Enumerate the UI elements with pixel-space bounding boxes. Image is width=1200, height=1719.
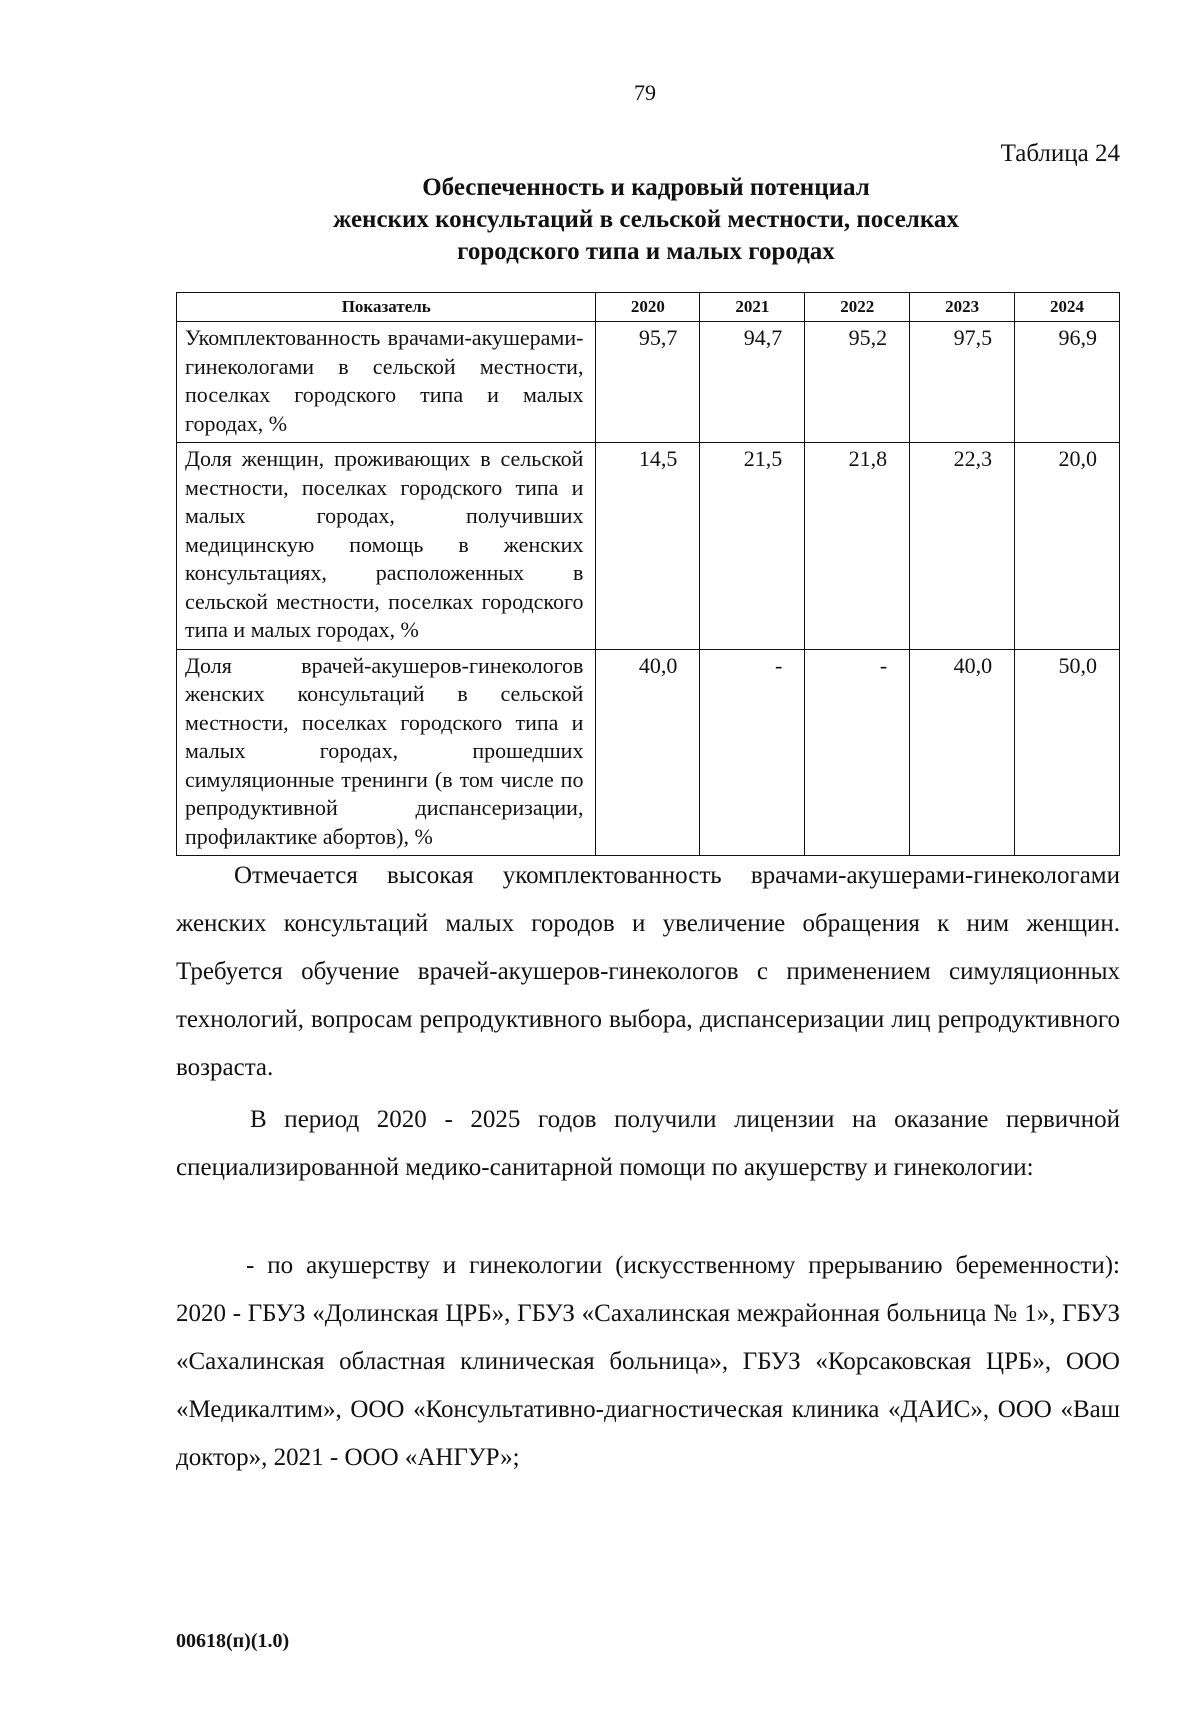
- paragraph-licenses-list: - по акушерству и гинекологии (искусственному прерыванию беременности): 2020 - ГБУЗ «Долинская ЦРБ», ГБУЗ «Сахалинская межрайонная больница № 1», ГБУЗ «Сахалинская областная клиническая больница», ГБУЗ «Корсаковская ЦРБ», ООО «Медикалтим», ООО «Консультативно-диагностическая клиника «ДАИС», ООО «Ваш доктор», 2021 - ООО «АНГУР»;: [176, 1252, 1120, 1471]
- column-header-indicator: Показатель: [177, 293, 596, 322]
- table-row: [177, 443, 1120, 650]
- indicators-table: [176, 292, 1120, 856]
- column-header-year: 2021: [700, 293, 805, 322]
- paragraph-licenses-intro: В период 2020 - 2025 годов получили лицензии на оказание первичной специализированной медико-санитарной помощи по акушерству и гинекологии:: [176, 1106, 1120, 1181]
- indicator-cell: Укомплектованность врачами-акушерами-гинекологами в сельской местности, поселках городского типа и малых городах, %: [177, 322, 596, 443]
- value-cell: -: [700, 649, 805, 856]
- table-header-row: [177, 293, 1120, 322]
- paragraph-summary: Отмечается высокая укомплектованность врачами-акушерами-гинекологами женских консультаций малых городов и увеличение обращения к ним женщин. Требуется обучение врачей-акушеров-гинекологов с применением симуляционных технологий, вопросам репродуктивного выбора, диспансеризации лиц репродуктивного возраста.: [176, 862, 1120, 1081]
- document-code: 00618(п)(1.0): [176, 1630, 290, 1652]
- page-number: 79: [634, 80, 656, 105]
- value-cell: 20,0: [1015, 443, 1120, 650]
- table-title-line: Обеспеченность и кадровый потенциал: [422, 174, 870, 201]
- value-cell: 40,0: [910, 649, 1015, 856]
- value-cell: 21,8: [805, 443, 910, 650]
- value-cell: 97,5: [910, 322, 1015, 443]
- value-cell: 22,3: [910, 443, 1015, 650]
- value-cell: 40,0: [596, 649, 700, 856]
- value-cell: 96,9: [1015, 322, 1120, 443]
- table-title-line: городского типа и малых городах: [457, 238, 835, 265]
- value-cell: 95,7: [596, 322, 700, 443]
- value-cell: 14,5: [596, 443, 700, 650]
- column-header-year: 2024: [1015, 293, 1120, 322]
- value-cell: 21,5: [700, 443, 805, 650]
- table-row: [177, 649, 1120, 856]
- column-header-year: 2023: [910, 293, 1015, 322]
- table-row: [177, 322, 1120, 443]
- value-cell: 50,0: [1015, 649, 1120, 856]
- indicator-cell: Доля врачей-акушеров-гинекологов женских консультаций в сельской местности, поселках городского типа и малых городах, прошедших симуляционные тренинги (в том числе по репродуктивной диспансеризации, профилактике абортов), %: [177, 649, 596, 856]
- column-header-year: 2022: [805, 293, 910, 322]
- column-header-year: 2020: [596, 293, 700, 322]
- table-label: Таблица 24: [1000, 140, 1120, 167]
- value-cell: 95,2: [805, 322, 910, 443]
- value-cell: -: [805, 649, 910, 856]
- table-title: [176, 172, 1116, 268]
- indicator-cell: Доля женщин, проживающих в сельской местности, поселках городского типа и малых городах, получивших медицинскую помощь в женских консультациях, расположенных в сельской местности, поселках городского типа и малых городах, %: [177, 443, 596, 650]
- table-title-line: женских консультаций в сельской местности, поселках: [333, 206, 959, 233]
- value-cell: 94,7: [700, 322, 805, 443]
